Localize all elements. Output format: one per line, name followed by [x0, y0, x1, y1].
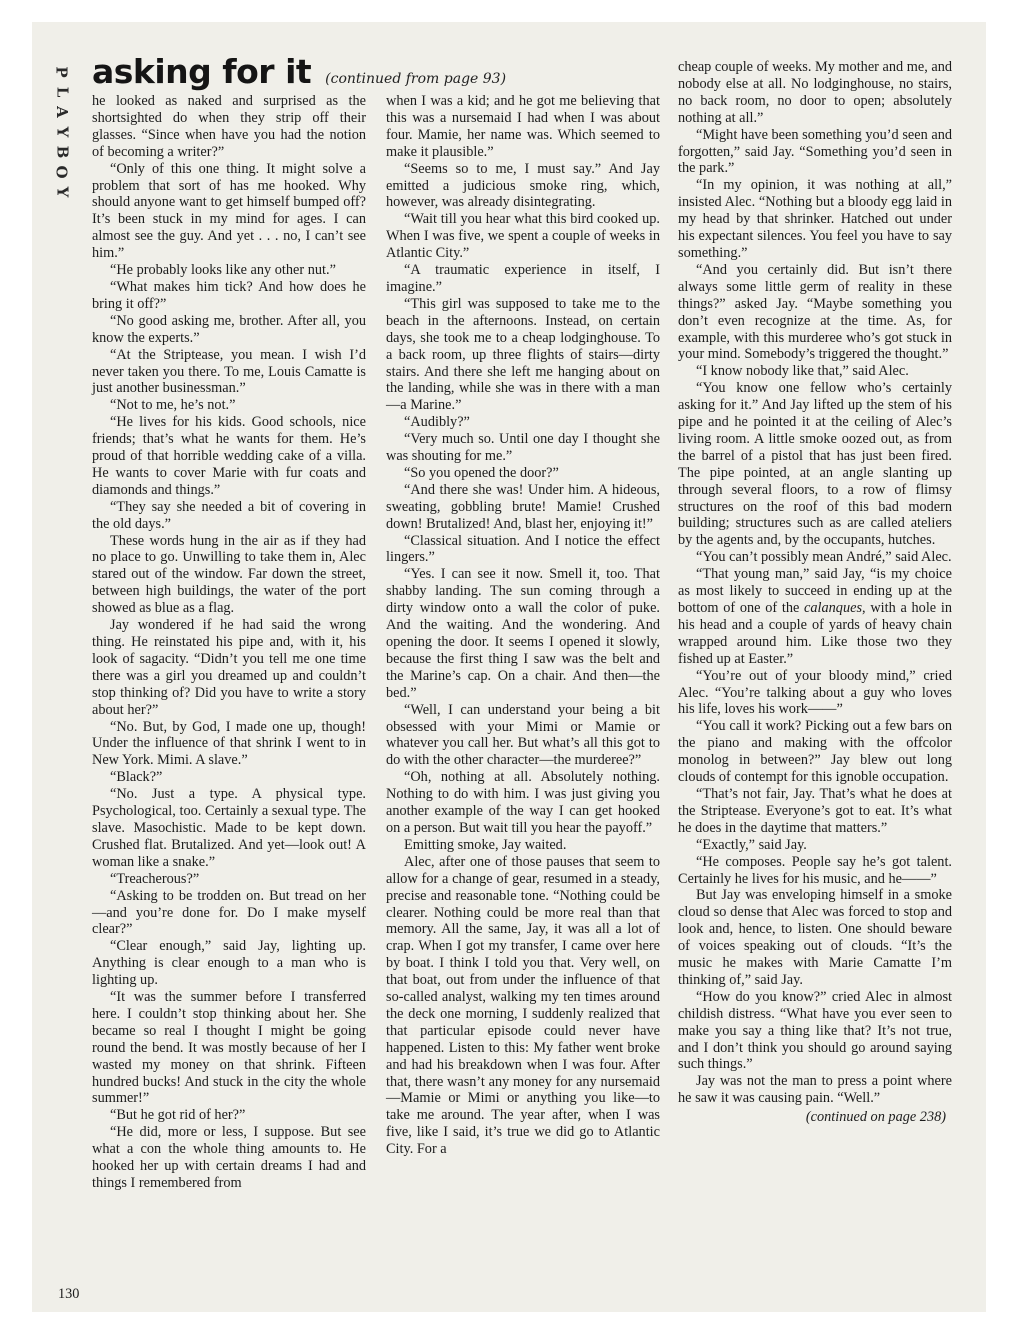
- paragraph: “In my opinion, it was nothing at all,” insisted Alec. “Nothing but a bloody egg laid in my head by that shrinker. Hatched out under his expectant silences. You feel you have to say something.”: [678, 177, 952, 261]
- page-number: 130: [58, 1286, 80, 1302]
- paragraph: “A traumatic experience in itself, I imagine.”: [386, 262, 660, 295]
- paragraph: “I know nobody like that,” said Alec.: [696, 363, 909, 380]
- paragraph: “And there she was! Under him. A hideous, sweating, gobbling brute! Mamie! Crushed down! Brutalized! And, blast her, enjoying it!”: [386, 481, 660, 532]
- paragraph: “He composes. People say he’s got talent. Certainly he lives for his music, and he——”: [678, 853, 952, 887]
- logo-letter: B: [53, 145, 71, 159]
- paragraph: “You know one fellow who’s certainly asking for it.” And Jay lifted up the stem of his pipe and he pointed it at the ceiling of Alec’s living room. A little smoke oozed out, as from the barrel of a pistol that has just been fired. The pipe pointed, at an angle slanting up through several floors, to a row of flimsy structures on the roof of this bad modern building; structures such as are called ateliers by the agents and, by the occupants, hutches.: [678, 380, 952, 549]
- logo-letter: Y: [53, 126, 71, 138]
- paragraph: “What makes him tick? And how does he bring it off?”: [92, 278, 366, 312]
- paragraph: “This girl was supposed to take me to the beach in the afternoons. Instead, on certain days, she took me to a cheap lodginghouse. To a back room, up three flights of stairs—dirty stairs. And there she left me hanging about on the landing, while she was in there with a man—a Marine.”: [386, 295, 660, 414]
- paragraph: “No. But, by God, I made one up, though! Under the influence of that shrink I went to in New York. Mimi. A slave.”: [92, 718, 366, 769]
- paragraph: Jay was not the man to press a point where he saw it was causing pain. “Well.”: [678, 1073, 952, 1107]
- paragraph: “Yes. I can see it now. Smell it, too. That shabby landing. The sun coming through a dirty window onto a wall the color of puke. And the waiting. And the wondering. And opening the door. It seems I opened it slowly, because the first thing I saw was the belt and the Marine’s cap. On a chair. And then—the bed.”: [386, 566, 660, 701]
- paragraph: “So you opened the door?”: [404, 464, 559, 481]
- paragraph: But Jay was enveloping himself in a smoke cloud so dense that Alec was forced to stop and look and, hence, to listen. One should beware of voices speaking out of clouds. “It’s the music he makes with Marie Camatte I’m thinking of,” said Jay.: [678, 887, 952, 988]
- paragraph: “He did, more or less, I suppose. But see what a con the whole thing amounts to. He hooked her up with certain dreams I had and things I remembered from: [92, 1124, 366, 1191]
- paragraph: “Only of this one thing. It might solve a problem that sort of has me hooked. Why should anyone want to get himself bumped off? It’s been stuck in my mind for ages. I can almost see the guy. And yet . . . no, I can’t see him.”: [92, 160, 366, 262]
- logo-letter: A: [52, 106, 71, 118]
- paragraph: “You call it work? Picking out a few bars on the piano and making with the offcolor monolog in between?” Jay blew out long clouds of contempt for this ignoble occupation.: [678, 718, 952, 786]
- paragraph: Alec, after one of those pauses that seem to allow for a change of gear, resumed in a steady, precise and reasonable tone. “Nothing could be clearer. Nothing could be more real than that memory. All the same, Jay, it was all a lot of crap. When I got my transfer, I came over here by boat. I think I told you that. Very well, on that boat, out from under the influence of that so-called analyst, walking my ten times around the deck one morning, I suddenly realized that that particular episode could never have happened. Listen to this: My father went broke and had his breakdown when I was four. After that, there wasn’t any money for any nursemaid—Mamie or Mimi or anything you like—to take me around. The year after, when I was five, like I said, it’s true we did go to Atlantic City. For a: [386, 853, 660, 1158]
- article-headline: [92, 52, 506, 91]
- paragraph: “No. Just a type. A physical type. Psychological, too. Certainly a sexual type. The slave. Masochistic. Made to be kept down. Crushed flat. Brutalized. And yet—look out! A woman like a snake.”: [92, 786, 366, 870]
- paragraph: Jay wondered if he had said the wrong thing. He reinstated his pipe and, with it, his look of sagacity. “Didn’t you tell me one time there was a girl you dreamed up and couldn’t stop thinking of? Did you have to write a story about her?”: [92, 617, 366, 718]
- paragraph: “That’s not fair, Jay. That’s what he does at the Striptease. Everyone’s got to eat. It’s what he does in the daytime that matters.”: [678, 785, 952, 836]
- article-title: asking for it: [92, 52, 312, 91]
- paragraph: “That young man,” said Jay, “is my choice as most likely to succeed in ending up at the bottom of one of the calanques, with a hole in his head and a couple of yards of heavy chain wrapped around him. Like those two they fished up at Easter.”: [678, 566, 952, 667]
- paragraph: “Might have been something you’d seen and forgotten,” said Jay. “Something you’d seen in the park.”: [678, 126, 952, 177]
- paragraph: he looked as naked and surprised as the shortsighted do when they strip off their glasses. “Since when have you had the notion of becoming a writer?”: [92, 93, 366, 160]
- paragraph: “Classical situation. And I notice the effect lingers.”: [386, 532, 660, 566]
- logo-letter: P: [53, 66, 71, 78]
- paragraph: “Clear enough,” said Jay, lighting up. Anything is clear enough to a man who is lighting up.: [92, 938, 366, 989]
- paragraph: These words hung in the air as if they had no place to go. Unwilling to take them in, Alec stared out of the window. Far down the street, between high buildings, the water of the port showed as blue as a flag.: [92, 532, 366, 617]
- text-column-2: [386, 93, 660, 1158]
- paragraph: “Audibly?”: [404, 414, 470, 431]
- text-column-1: [92, 93, 366, 1192]
- paragraph: “Seems so to me, I must say.” And Jay emitted a judicious smoke ring, which, however, was already disintegrating.: [386, 160, 660, 211]
- paragraph: “Wait till you hear what this bird cooked up. When I was five, we spent a couple of weeks in Atlantic City.”: [386, 211, 660, 262]
- paragraph: “You’re out of your bloody mind,” cried Alec. “You’re talking about a guy who loves his life, loves his work——”: [678, 667, 952, 718]
- paragraph: “And you certainly did. But isn’t there always some little germ of reality in these things?” asked Jay. “Maybe something you don’t even recognize at the time. As, for example, with this murderee who’s got stuck in your mind. Somebody’s triggered the thought.”: [678, 261, 952, 363]
- paragraph: cheap couple of weeks. My mother and me, and nobody else at all. No lodginghouse, no stairs, no back room, no door to open; absolutely nothing at all.”: [678, 59, 952, 126]
- paragraph: “Oh, nothing at all. Absolutely nothing. Nothing to do with him. I was just giving you another example of the way I can get hooked on a person. But wait till you hear the payoff.”: [386, 769, 660, 836]
- paragraph: Emitting smoke, Jay waited.: [404, 836, 567, 853]
- text-column-3: [678, 59, 952, 1126]
- paragraph: “Exactly,” said Jay.: [696, 836, 807, 853]
- paragraph: “They say she needed a bit of covering in the old days.”: [92, 498, 366, 532]
- logo-letter: Y: [53, 186, 71, 198]
- paragraph: “He probably looks like any other nut.”: [110, 262, 336, 279]
- paragraph: “At the Striptease, you mean. I wish I’d never taken you there. To me, Louis Camatte is just another businessman.”: [92, 346, 366, 397]
- paragraph: “Very much so. Until one day I thought she was shouting for me.”: [386, 431, 660, 465]
- paragraph: “How do you know?” cried Alec in almost childish distress. “What have you ever seen to make you say a thing like that? It’s not true, and I don’t think you should go around saying such things.”: [678, 988, 952, 1073]
- logo-letter: L: [52, 86, 71, 98]
- continued-from-note: (continued from page 93): [325, 71, 507, 87]
- logo-letter: O: [52, 165, 71, 179]
- paragraph: “You can’t possibly mean André,” said Alec.: [696, 549, 952, 566]
- paragraph: “Not to me, he’s not.”: [110, 397, 236, 414]
- paragraph: “Treacherous?”: [110, 870, 200, 887]
- paragraph: “He lives for his kids. Good schools, nice friends; that’s what he wants for them. He’s proud of that horrible wedding cake of a villa. He wants to cover Marie with fur coats and diamonds and things.”: [92, 414, 366, 498]
- paragraph: “Asking to be trodden on. But tread on her—and you’re done for. Do I make myself clear?”: [92, 887, 366, 938]
- magazine-name-vertical: [52, 62, 72, 202]
- paragraph: “Black?”: [110, 769, 163, 786]
- paragraph: when I was a kid; and he got me believing that this was a nursemaid I had when I was about four. Mamie, her name was. Which seemed to make it plausible.”: [386, 93, 660, 160]
- paragraph: “Well, I can understand your being a bit obsessed with your Mimi or Mamie or whatever you call her. But what’s all this got to do with the other character—the murderee?”: [386, 701, 660, 769]
- paragraph: “But he got rid of her?”: [110, 1107, 246, 1124]
- continued-on-note: (continued on page 238): [805, 1109, 946, 1126]
- paragraph: “It was the summer before I transferred here. I couldn’t stop thinking about her. She became so real I thought I might be going round the bend. It was mostly because of her I wasted my money on that shrink. Fifteen hundred bucks! And stuck in the city the whole summer!”: [92, 989, 366, 1107]
- paragraph: “No good asking me, brother. After all, you know the experts.”: [92, 312, 366, 346]
